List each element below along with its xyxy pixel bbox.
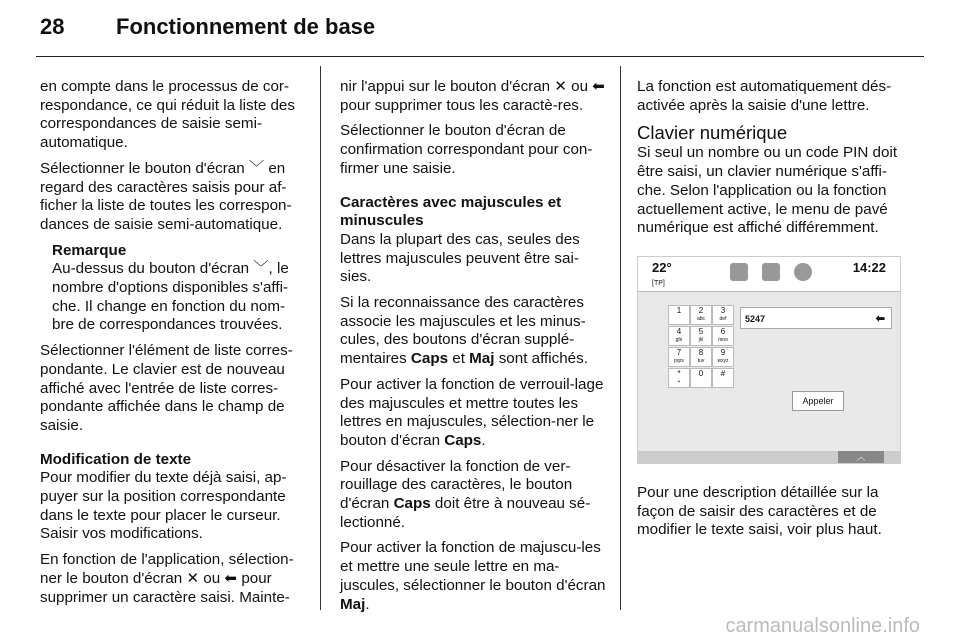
note-title: Remarque (52, 241, 127, 259)
keypad-key[interactable]: 5 jkl (690, 326, 712, 346)
paragraph: Pour modifier du texte déjà saisi, ap-puyer sur la position correspondante dans le texte pour placer le curseur. Saisir vos modifications. (40, 469, 287, 543)
paragraph: En fonction de l'application, sélection-ner le bouton d'écran ✕ ou ⬅ pour supprimer un caractère saisi. Mainte- (40, 551, 294, 606)
section-heading: Clavier numérique (637, 122, 788, 144)
keypad-key[interactable]: 4 ghi (668, 326, 690, 346)
paragraph: Si seul un nombre ou un code PIN doit être saisi, un clavier numérique s'affi-che. Selon l'application ou la fonction actuellement active, le menu de pavé numérique est affiché différemment. (637, 144, 898, 237)
header-rule (36, 56, 924, 57)
call-button[interactable]: Appeler (792, 391, 844, 411)
column-2 (340, 78, 606, 621)
keypad-key[interactable]: 7 pqrs (668, 347, 690, 367)
watermark: carmanualsonline.info (725, 615, 920, 637)
temperature: 22° (652, 259, 672, 275)
paragraph: Pour activer la fonction de majuscu-les et mettre une seule lettre en ma-juscules, sélectionner le bouton d'écran Maj. (340, 539, 606, 613)
paragraph: Sélectionner le bouton d'écran ﹀ en regard des caractères saisis pour af-ficher la liste de toutes les correspon-dances de saisie semi-automatique. (40, 159, 292, 233)
keypad-key[interactable]: # (712, 368, 734, 388)
music-icon (730, 263, 748, 281)
column-3 (637, 78, 903, 547)
paragraph: Pour désactiver la fonction de ver-rouillage des caractères, le bouton d'écran Caps doit être à nouveau sé-lectionné. (340, 457, 591, 531)
keypad-key[interactable]: 9 wxyz (712, 347, 734, 367)
keypad-key[interactable]: 2 abc (690, 305, 712, 325)
phone-icon (762, 263, 780, 281)
paragraph: en compte dans le processus de cor-respondance, ce qui réduit la liste des correspondances de saisie semi-automatique. (40, 78, 295, 152)
status-bar (638, 257, 900, 292)
paragraph: Pour activer la fonction de verrouil-lage des majuscules et mettre toutes les lettres en majuscules, sélection-ner le bouton d'écran Caps. (340, 375, 604, 449)
paragraph: Sélectionner l'élément de liste corres-pondante. Le clavier est de nouveau affiché avec l'entrée de liste corres-pondante affichée dans le champ de saisie. (40, 342, 293, 434)
chevron-down-icon: ﹀ (248, 159, 265, 177)
keypad-key[interactable]: 8 tuv (690, 347, 712, 367)
keypad-key[interactable]: * + (668, 368, 690, 388)
tp-label: [TP] (652, 279, 665, 287)
keypad-key[interactable]: 0 (690, 368, 712, 388)
pin-input[interactable]: 5247 ⬅ (740, 307, 892, 329)
keypad-key[interactable]: 6 mno (712, 326, 734, 346)
chevron-down-icon: ﹀ (253, 260, 269, 278)
note (40, 242, 304, 336)
back-arrow-icon: ⬅ (875, 312, 885, 325)
paragraph: La fonction est automatiquement dés-activée après la saisie d'une lettre. (637, 78, 892, 114)
section-heading: Caractères avec majuscules et minuscules (340, 193, 562, 230)
paragraph: Pour une description détaillée sur la façon de saisir des caractères et de modifier le texte saisi, voir plus haut. (637, 483, 882, 539)
clock: 14:22 (852, 259, 886, 275)
paragraph: Si la reconnaissance des caractères associe les majuscules et les minus-cules, des boutons d'écran supplé-mentaires Caps et Maj sont affichés. (340, 294, 588, 368)
close-icon: ✕ (554, 78, 567, 95)
column-divider (320, 66, 321, 610)
page-header (40, 14, 375, 40)
keypad-key[interactable]: 1 (668, 305, 690, 325)
numeric-keypad-screenshot (637, 256, 901, 464)
nav-icon (794, 263, 812, 281)
keypad-key[interactable]: 3 def (712, 305, 734, 325)
section-heading: Modification de texte (40, 450, 192, 468)
page-number: 28 (40, 14, 65, 39)
back-arrow-icon: ⬅ (592, 78, 605, 95)
paragraph: Sélectionner le bouton d'écran de confirmation correspondant pour con-firmer une saisie. (340, 122, 593, 177)
paragraph: nir l'appui sur le bouton d'écran ✕ ou ⬅ pour supprimer tous les caractè-res. (340, 78, 605, 114)
close-icon: ✕ (186, 569, 200, 587)
column-1 (40, 78, 304, 614)
note-text: Au-dessus du bouton d'écran ﹀, le nombre d'options disponibles s'affi-che. Il change en fonction du nom-bre de correspondances trouvées. (52, 260, 289, 334)
paragraph: Dans la plupart des cas, seules des lettres majuscules peuvent être sai-sies. (340, 230, 580, 286)
column-divider (620, 66, 621, 610)
back-arrow-icon: ⬅ (224, 569, 238, 587)
chevron-up-icon[interactable]: ︿ (838, 451, 884, 463)
page-title: Fonctionnement de base (116, 14, 376, 39)
